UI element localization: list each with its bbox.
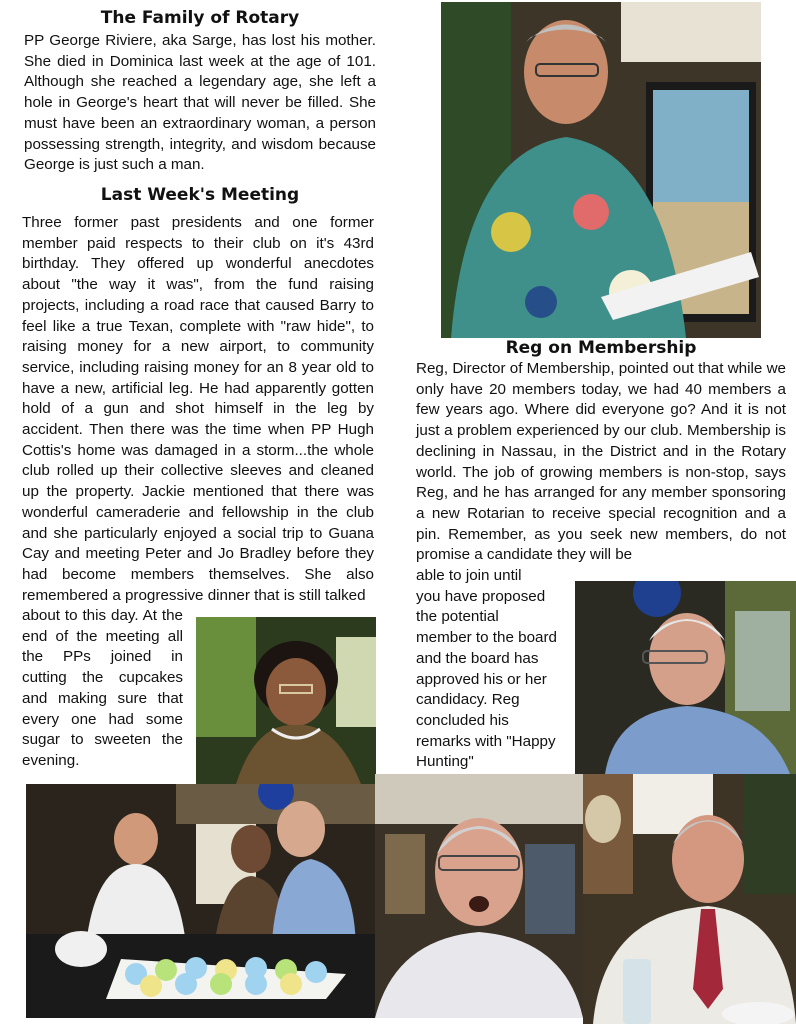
membership-tail-line: the potential	[416, 608, 499, 626]
photo-icon	[26, 784, 375, 1018]
cupcakes-photo	[26, 784, 375, 1018]
membership-tail-line: and the board has	[416, 649, 539, 667]
membership-tail-line: you have proposed	[416, 587, 546, 605]
membership-tail-line: remarks with "Happy	[416, 732, 556, 750]
man-red-tie-photo	[583, 774, 796, 1024]
membership-tail-line: member to the board	[416, 629, 557, 647]
membership-tail-line: able to join until	[416, 567, 522, 584]
family-paragraph: PP George Riviere, aka Sarge, has lost his mother. She died in Dominica last week at the age of 101. Although she reached a legendary age, she left a hole in George's heart that will never be filled. She must have been an extraordinary woman, a person possessing strength, integrity, and wisdom because George is just such a man.	[24, 32, 376, 174]
meeting-paragraph: Three former past presidents and one former member paid respects to their club on it's 43rd birthday. They offered up wonderful anecdotes about "the way it was", from the fund raising projects, including a road race that caused Barry to feel like a true Texan, complete with "raw hide", to raising money for a new airport, to community service, including raising money for an 8 year old to have a new, artificial leg. He had apparently gotten hold of a gun and shot himself in the leg by accident. Then there was the time when PP Hugh Cottis's home was damaged in a storm...the whole club rolled up their collective sleeves and cleaned up the property. Jackie mentioned that there was wonderful cameraderie and fellowship in the club and she particularly enjoyed a social trip to Guana Cay and meeting Peter and Jo Bradley before they had become members themselves. She also remembered a progressive dinner that is still talked	[22, 214, 374, 604]
membership-heading: Reg on Membership	[505, 338, 697, 358]
speaker-photo	[441, 2, 761, 338]
photo-icon	[583, 774, 796, 1024]
meeting-paragraph-tail: about to this day. At the end of the meeting all the PPs joined in cutting the cupcakes and making sure that every one had some sugar to sweeten the evening.	[22, 607, 183, 769]
woman-photo	[196, 617, 376, 784]
photo-icon	[575, 581, 796, 774]
meeting-heading: Last Week's Meeting	[100, 185, 300, 205]
membership-tail-line: concluded his	[416, 711, 509, 729]
photo-icon	[196, 617, 376, 784]
elderly-man-photo	[575, 581, 796, 774]
membership-paragraph-tail	[416, 566, 576, 773]
photo-icon	[441, 2, 761, 338]
membership-tail-line: Hunting"	[416, 753, 474, 771]
man-talking-photo	[375, 774, 583, 1018]
membership-tail-line: approved his or her	[416, 670, 547, 688]
membership-paragraph: Reg, Director of Membership, pointed out that while we only have 20 members today, we had 40 members a few years ago. Where did everyone go? And it is not just a problem experienced by our club. Membership is declining in Nassau, in the District and in the Rotary world. The job of growing members is non-stop, says Reg, and he has arranged for any member sponsoring a new Rotarian to receive special recognition and a pin. Remember, as you seek new members, do not promise a candidate they will be	[416, 360, 786, 564]
photo-icon	[375, 774, 583, 1018]
family-heading: The Family of Rotary	[100, 8, 300, 28]
membership-tail-line: candidacy. Reg	[416, 691, 520, 709]
